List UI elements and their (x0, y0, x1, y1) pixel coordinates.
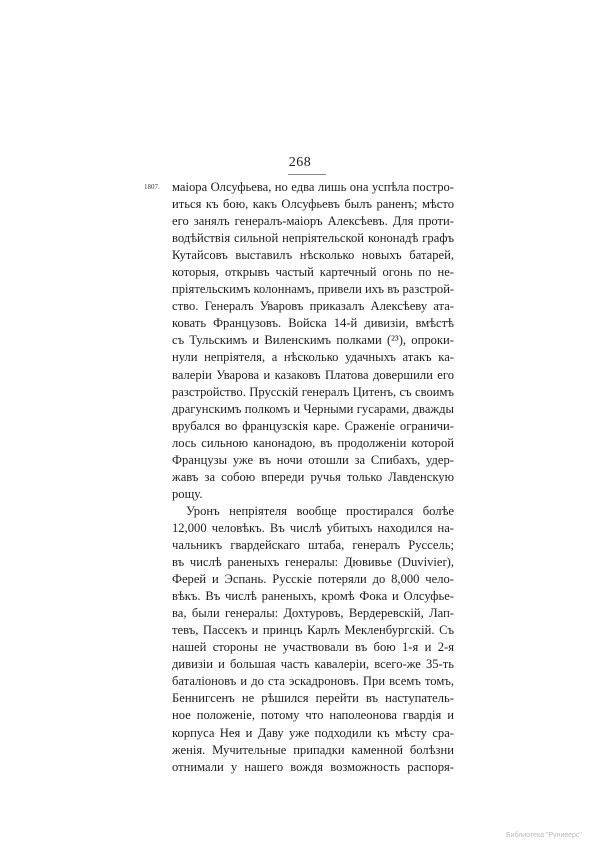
text-line: въ числѣ раненыхъ генералы: Дювивье (Duvivier), (172, 555, 454, 570)
text-line: отнимали у нашего вождя возможность распоря- (172, 759, 454, 774)
text-line: ное положеніе, потому что наполеонова гвардія и (172, 708, 454, 723)
body-text (172, 179, 454, 776)
text-line: ковать Французовъ. Войска 14-й дивизіи, вмѣстѣ (172, 316, 454, 331)
text-line: тевъ, Пассекъ и принцъ Карлъ Мекленбургскій. Съ (172, 623, 454, 638)
text-line: нули непріятеля, а нѣсколько удачныхъ атакъ ка- (172, 350, 454, 365)
text-line: корпуса Нея и Даву уже подходили къ мѣсту сра- (172, 725, 454, 740)
text-line: его занялъ генералъ-маіоръ Алексѣевъ. Для проти- (172, 214, 454, 229)
text-line: маіора Олсуфьева, но едва лишь она успѣла постро- (172, 180, 454, 194)
header-rule (288, 174, 326, 175)
margin-year-note: 1807. (144, 183, 160, 191)
text-line: иться къ бою, какъ Олсуфьевъ былъ раненъ; мѣсто (172, 197, 454, 212)
text-line: Кутайсовъ выставилъ нѣсколько новыхъ батарей, (172, 248, 454, 263)
text-line: водѣйствія сильной непріятельской кононадѣ графъ (172, 231, 454, 246)
text-line: лось сильною канонадою, въ продолженіи которой (172, 435, 454, 450)
text-line: Уронъ непріятеля вообще простирался болѣе (186, 503, 454, 518)
text-line: нашей стороны не участвовали въ бою 1-я и 2-я (172, 640, 454, 655)
text-line: съ Тульскимъ и Виленскимъ полками (²³), опроки- (172, 333, 454, 348)
text-line: рощу. (172, 486, 203, 501)
text-line: пріятельскимъ колоннамъ, привели ихъ въ разстрой- (172, 282, 455, 297)
text-line: ва, были генералы: Дохтуровъ, Вердеревскій, Лап- (172, 606, 454, 621)
text-line: чальникъ гвардейскаго штаба, генералъ Руссель; (172, 537, 454, 552)
text-line: дивизіи и большая часть кавалеріи, всего-же 35-ть (172, 657, 454, 672)
text-line: вѣкъ. Въ числѣ раненыхъ, кромѣ Фока и Олсуфье- (172, 589, 454, 604)
text-line: валеріи Уварова и казаковъ Платова довершили его (172, 367, 454, 382)
text-line: 12,000 человѣкъ. Въ числѣ убитыхъ находился на- (172, 520, 454, 535)
page-number: 268 (288, 155, 312, 170)
text-line: баталіоновъ и до ста эскадроновъ. При всемъ томъ, (172, 674, 454, 689)
text-line: Французы уже въ ночи отошли за Спибахъ, удер- (172, 452, 454, 467)
library-watermark: Библиотека "Руниверс" (506, 832, 582, 839)
text-line: женія. Мучительные припадки каменной болѣзни (172, 742, 454, 757)
text-line: драгунскимъ полкомъ и Черными гусарами, дважды (172, 401, 454, 416)
text-line: Ферей и Эспань. Русскіе потеряли до 8,000 чело- (172, 572, 454, 587)
text-line: жавъ за собою впереди ручья только Лавденскую (172, 469, 454, 484)
text-line: ство. Генералъ Уваровъ приказалъ Алексѣеву ата- (172, 299, 454, 314)
text-line: врубался во французскія каре. Сраженіе ограничи- (172, 418, 454, 433)
text-line: разстройство. Прусскій генералъ Цитенъ, съ своимъ (172, 384, 454, 399)
text-line: которыя, открывъ частый картечный огонь по не- (172, 265, 454, 280)
text-line: Беннигсенъ не рѣшился перейти въ наступатель- (172, 691, 454, 706)
